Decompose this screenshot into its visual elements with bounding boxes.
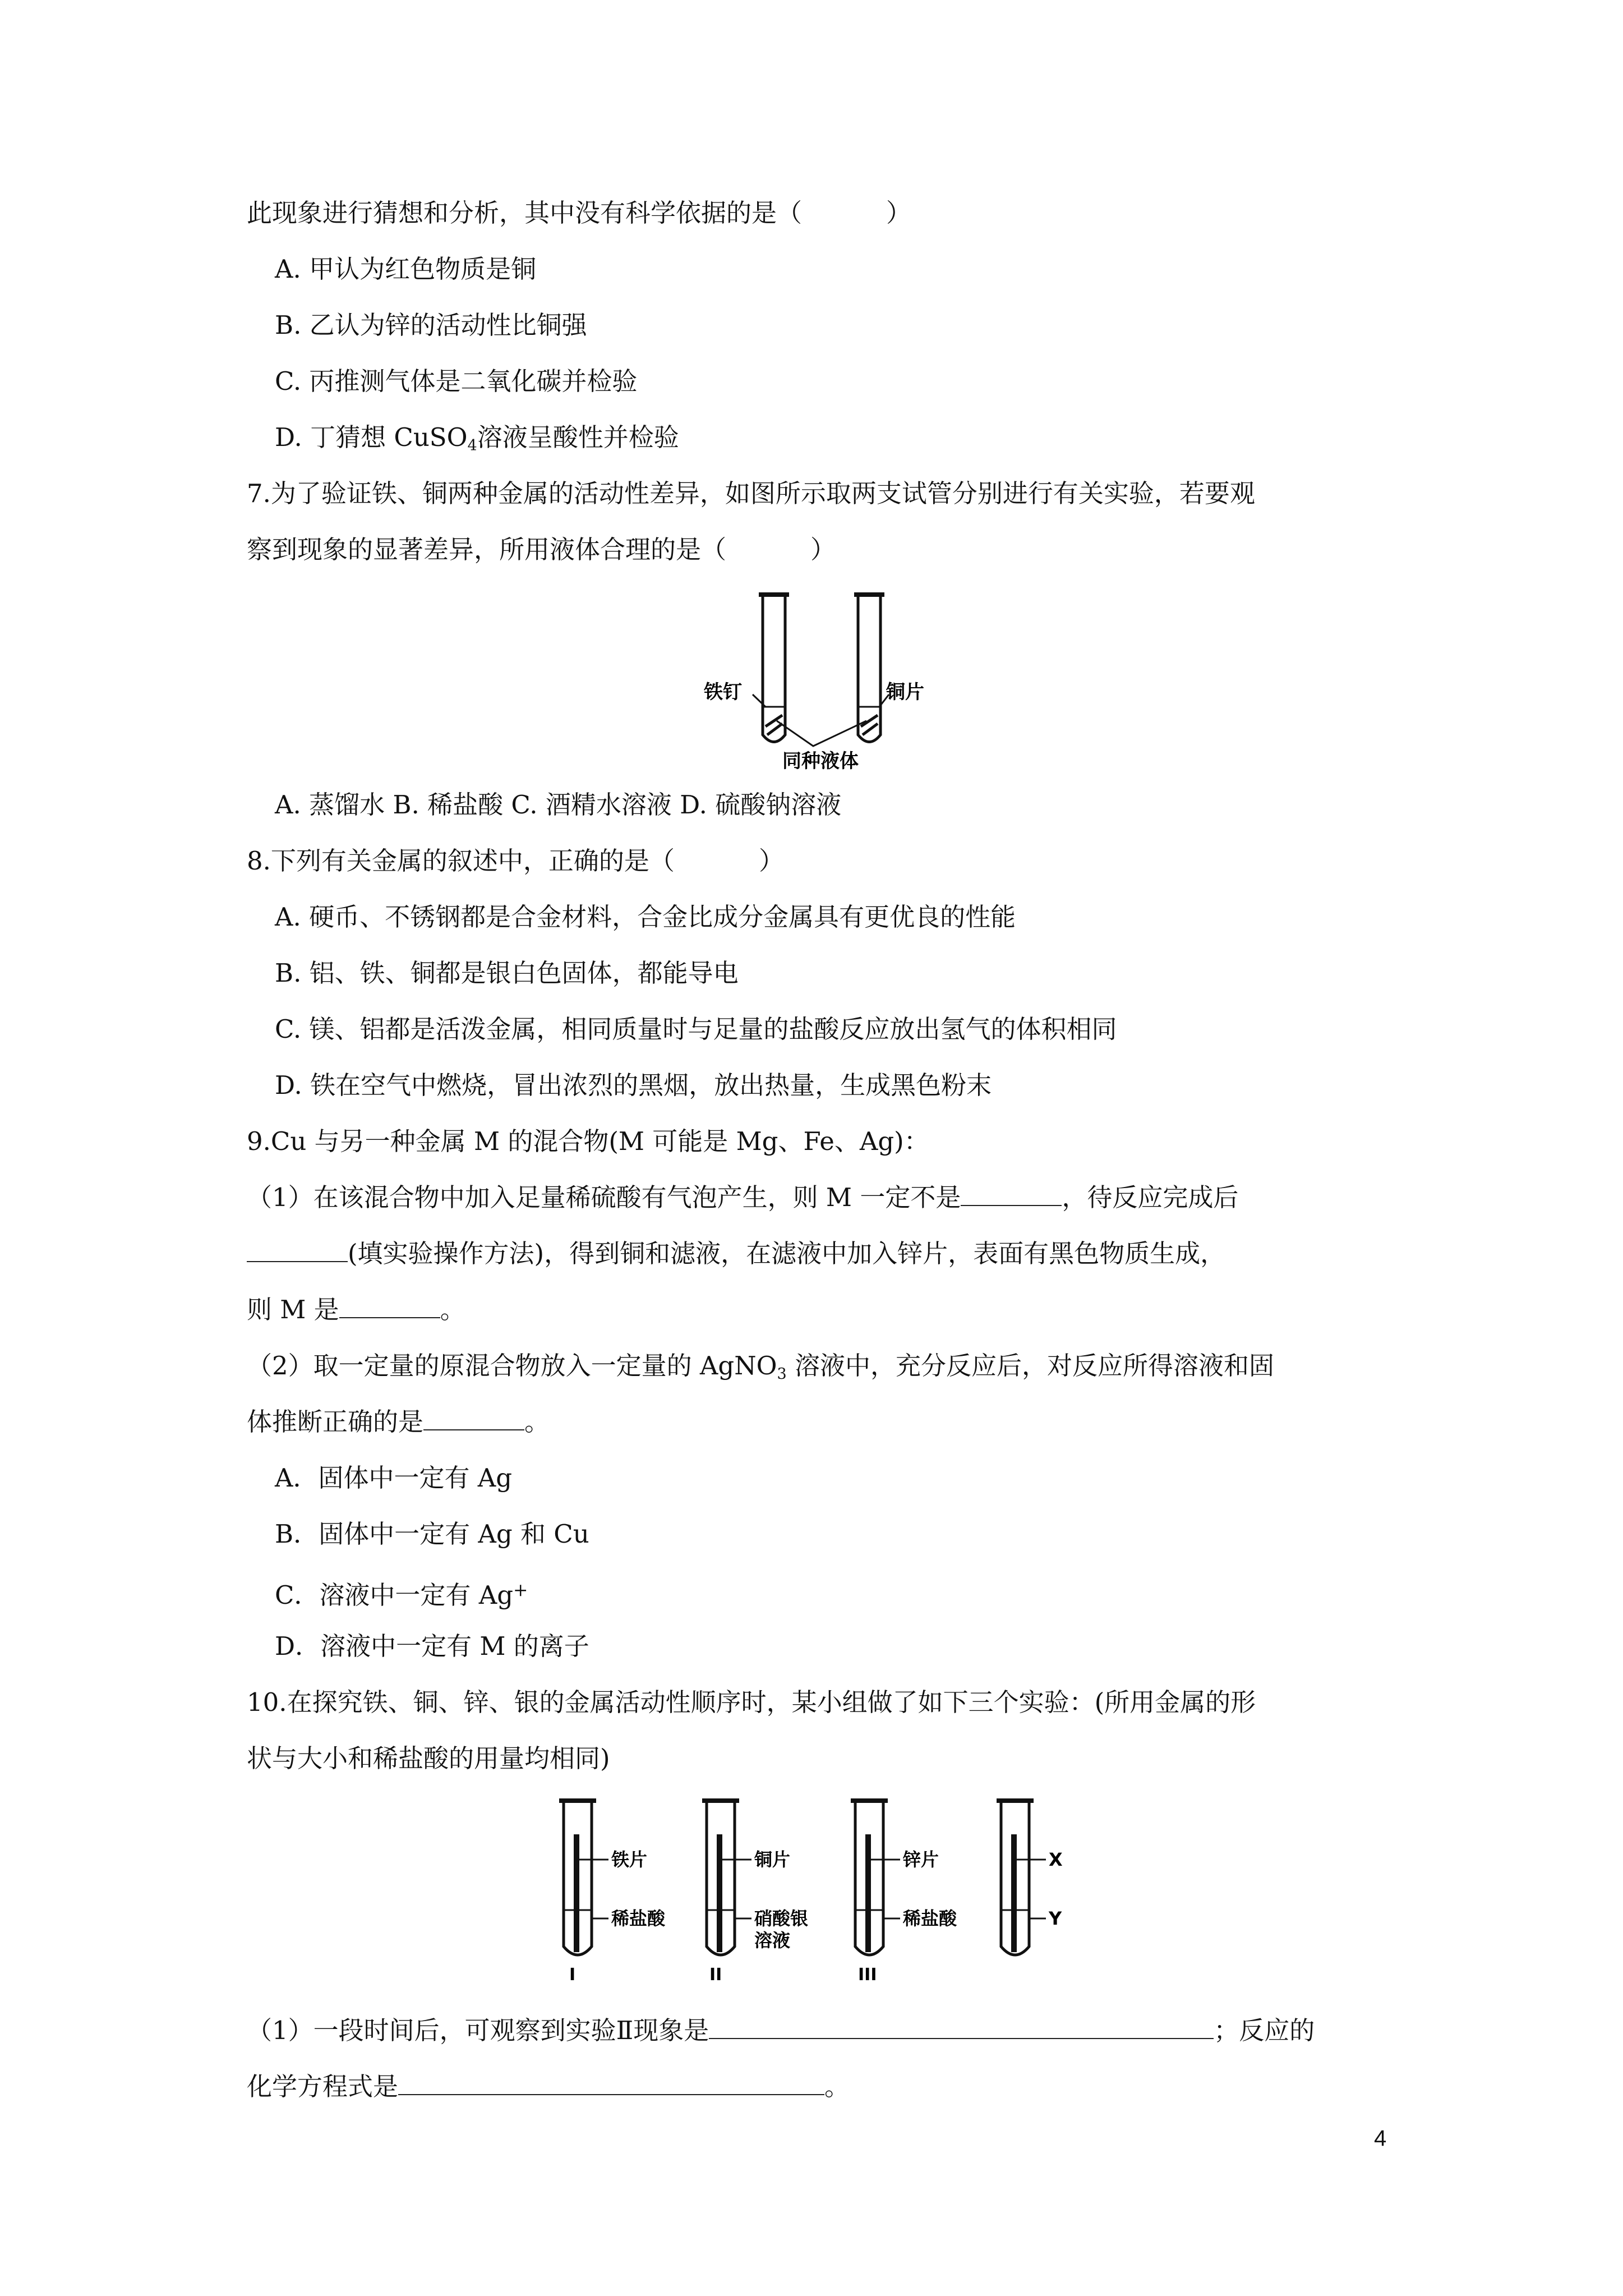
tube-left-rim [759,592,789,597]
q9-stem: 9.Cu 与另一种金属 M 的混合物(M 可能是 Mg、Fe、Ag)： [247,1126,929,1156]
q9-blank-2[interactable] [247,1239,348,1262]
q9-option-c: C．溶液中一定有 Ag+ [275,1580,528,1610]
q8-option-d: D. 铁在空气中燃烧，冒出浓烈的黑烟，放出热量，生成黑色粉末 [275,1070,992,1100]
q6-option-d: D. 丁猜想 CuSO$_4$溶液呈酸性并检验 [275,422,679,454]
q6-stem-text: 此现象进行猜想和分析，其中没有科学依据的是（ [247,198,803,228]
tube-4-label-bottom: Y [1049,1908,1062,1929]
q10-figure-test-tubes [552,1795,1080,1986]
q9-part2-line1: （2）取一定量的原混合物放入一定量的 AgNO$_3$ 溶液中，充分反应后，对反应所得溶液和固 [247,1351,1275,1383]
tube-1-label-top: 铁片 [611,1849,648,1870]
q6-option-c: C. 丙推测气体是二氧化碳并检验 [275,366,638,396]
copper-sheet-shape [861,715,878,735]
page-number: 4 [1374,2126,1387,2151]
label-copper-sheet: 铜片 [886,681,924,703]
q6-paren-close: ） [886,198,912,228]
q10-part1-line2: 化学方程式是 。 [247,2072,850,2101]
tube-4-label-top: X [1049,1849,1063,1870]
q9-blank-4[interactable] [423,1407,524,1430]
tube-3-metal-strip [865,1834,871,1952]
tube-3-label-top: 锌片 [903,1849,939,1870]
tube-1-metal-strip [574,1834,579,1952]
iron-nail-shape [766,715,782,735]
tube-2-label-bottom-1: 硝酸银 [754,1908,809,1929]
tube-4-metal-strip [1011,1834,1017,1952]
q10-blank-2[interactable] [398,2072,824,2095]
q9-part1-line1: （1）在该混合物中加入足量稀硫酸有气泡产生，则 M 一定不是 ，待反应完成后 [247,1182,1239,1212]
q9-option-b: B．固体中一定有 Ag 和 Cu [275,1519,589,1549]
q10-stem-line1: 10.在探究铁、铜、锌、银的金属活动性顺序时，某小组做了如下三个实验：(所用金属的形 [247,1687,1256,1717]
q8-option-b: B. 铝、铁、铜都是银白色固体，都能导电 [275,958,739,988]
q6-option-a: A. 甲认为红色物质是铜 [275,254,537,284]
q10-blank-1[interactable] [709,2016,1214,2039]
q8-option-a: A. 硬币、不锈钢都是合金材料，合金比成分金属具有更优良的性能 [275,902,1016,932]
tube-2-label-bottom-2: 溶液 [754,1930,791,1951]
q6-option-b: B. 乙认为锌的活动性比铜强 [275,310,587,340]
q10-part1-line1: （1）一段时间后，可观察到实验Ⅱ现象是 ；反应的 [247,2016,1315,2045]
q7-figure-test-tubes [701,589,937,774]
q9-blank-1[interactable] [961,1182,1062,1206]
q9-option-d: D．溶液中一定有 M 的离子 [275,1631,589,1661]
tube-1-number: I [569,1965,576,1985]
tube-2-metal-strip [717,1834,722,1952]
q9-part1-line3: 则 M 是 。 [247,1295,465,1324]
tube-3-label-bottom: 稀盐酸 [903,1908,957,1929]
tube-2-label-top: 铜片 [754,1849,791,1870]
q10-stem-line2: 状与大小和稀盐酸的用量均相同) [247,1743,610,1773]
q8-stem: 8.下列有关金属的叙述中，正确的是（ ） [247,846,784,876]
q7-options: A. 蒸馏水 B. 稀盐酸 C. 酒精水溶液 D. 硫酸钠溶液 [275,790,842,820]
label-iron-nail: 铁钉 [704,681,742,703]
q7-stem-line2: 察到现象的显著差异，所用液体合理的是（ ） [247,535,836,564]
label-same-liquid: 同种液体 [782,750,859,772]
tube-3-number: III [858,1965,877,1985]
q9-part1-line2: (填实验操作方法)，得到铜和滤液，在滤液中加入锌片，表面有黑色物质生成， [247,1237,1225,1271]
q8-option-c: C. 镁、铝都是活泼金属，相同质量时与足量的盐酸反应放出氢气的体积相同 [275,1014,1117,1044]
q9-blank-3[interactable] [339,1295,440,1318]
q6-stem [247,196,911,230]
q9-part2-line2: 体推断正确的是 。 [247,1407,550,1437]
q9-option-a: A．固体中一定有 Ag [275,1463,513,1493]
q7-stem-line1: 7.为了验证铁、铜两种金属的活动性差异，如图所示取两支试管分别进行有关实验，若要观 [247,478,1255,508]
tube-1-label-bottom: 稀盐酸 [611,1908,666,1929]
tube-right-rim [854,592,884,597]
tube-2-number: II [709,1965,722,1985]
